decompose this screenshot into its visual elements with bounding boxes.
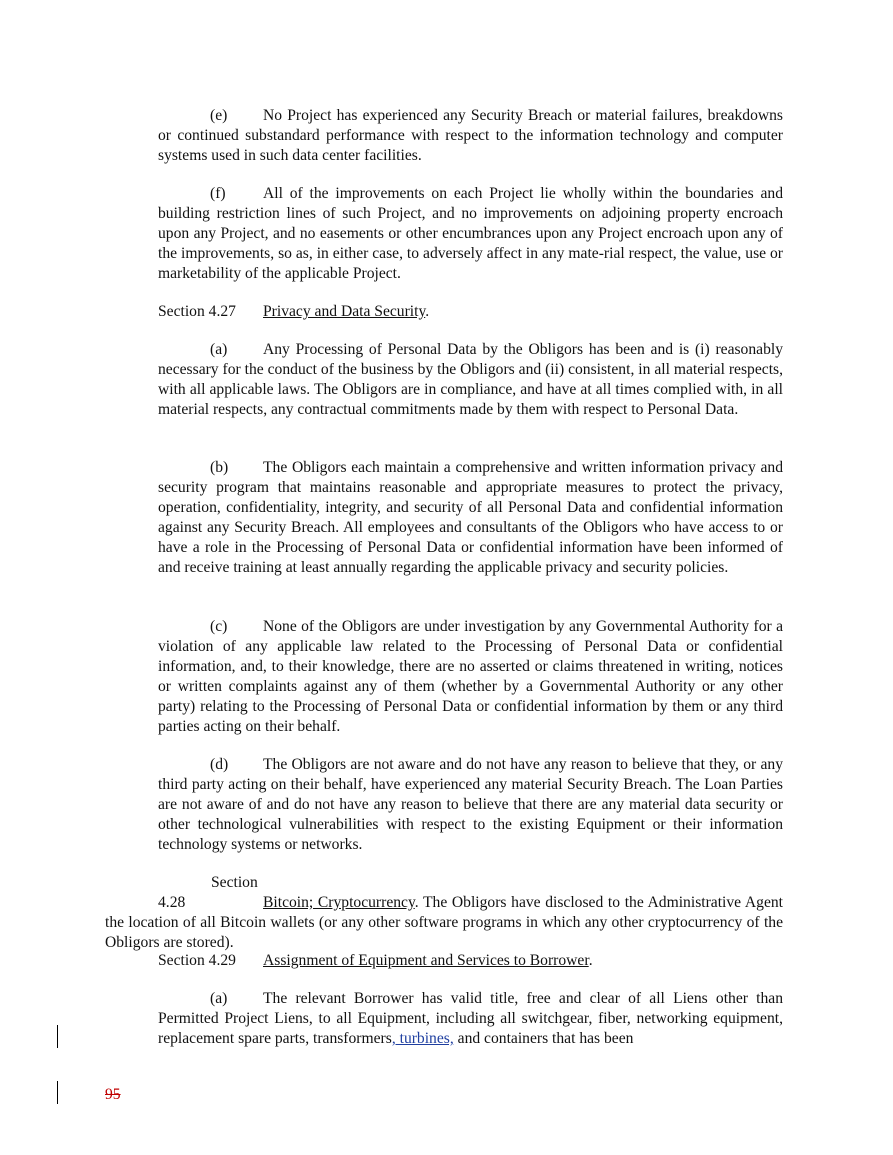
paragraph-text: None of the Obligors are under investigation by any Governmental Authority for a violation of any applicable law related to the Processing of Personal Data or confidential information, and, to their knowledge, there are no asserted or claims threatened in writing, notices or written complaints against any of them (whether by a Governmental Authority or any other party) relating to the Processing of Personal Data or confidential information by them or any third parties acting on their behalf.: [158, 618, 783, 735]
paragraph-4-27-b: [158, 458, 783, 578]
paragraph-f: [158, 184, 783, 284]
paragraph-4-27-c: [158, 617, 783, 737]
section-title: Bitcoin; Cryptocurrency: [263, 894, 415, 911]
paragraph-4-27-a: [158, 340, 783, 420]
change-bar: [57, 1025, 58, 1048]
inserted-text: , turbines,: [391, 1030, 454, 1047]
section-4-28: [105, 873, 783, 953]
paragraph-label: (a): [210, 341, 228, 358]
section-4-29-heading: [158, 951, 783, 971]
paragraph-label: (e): [210, 107, 228, 124]
paragraph-text: The Obligors each maintain a comprehensive and written information privacy and security program that maintains reasonable and appropriate measures to protect the privacy, operation, confidentiality, integrity, and security of all Personal Data and confidential information against any Security Breach. All employees and consultants of the Obligors who have access to or have a role in the Processing of Personal Data or confidential information have been informed of and receive training at least annually regarding the applicable privacy and security policies.: [158, 459, 783, 576]
section-title: Privacy and Data Security: [263, 303, 426, 320]
paragraph-text: No Project has experienced any Security Breach or material failures, breakdowns or continued substandard performance with respect to the information technology and computer systems used in such data center facilities.: [158, 107, 783, 164]
section-title-end: .: [588, 952, 593, 969]
paragraph-text: All of the improvements on each Project lie wholly within the boundaries and building restriction lines of such Project, and no improvements on adjoining property encroach upon any Project, and no easements or other encumbrances upon any Project encroach upon any of the improvements, so as, in either case, to adversely affect in any mate-rial respect, the value, use or marketability of the applicable Project.: [158, 185, 783, 282]
paragraph-text: Any Processing of Personal Data by the Obligors has been and is (i) reasonably necessary for the conduct of the business by the Obligors and (ii) consistent, in all material respects, with all applicable laws. The Obligors are in compliance, and have at all times complied with, in all material respects, any contractual commitments made by them with respect to Personal Data.: [158, 341, 783, 418]
section-number: Section 4.29: [158, 952, 236, 969]
section-title-end: .: [425, 303, 430, 320]
paragraph-text: The Obligors are not aware and do not have any reason to believe that they, or any third party acting on their behalf, have experienced any material Security Breach. The Loan Parties are not aware of and do not have any reason to believe that there are any material data security or other technological vulnerabilities with respect to the existing Equipment or their information technology systems or networks.: [158, 756, 783, 853]
page-number: 95: [105, 1086, 121, 1103]
paragraph-4-27-d: [158, 755, 783, 855]
paragraph-label: (f): [210, 185, 226, 202]
paragraph-label: (c): [210, 618, 228, 635]
paragraph-e: [158, 106, 783, 166]
section-4-27-heading: [158, 302, 783, 322]
paragraph-label: (a): [210, 990, 228, 1007]
section-number: Section 4.28: [158, 874, 258, 911]
section-number: Section 4.27: [158, 303, 236, 320]
paragraph-text: The relevant Borrower has valid title, free and clear of all Liens other than Permitted Project Liens, to all Equipment, including all switchgear, fiber, networking equipment, replacement spare parts, transformers: [158, 990, 783, 1047]
paragraph-label: (b): [210, 459, 229, 476]
paragraph-label: (d): [210, 756, 229, 773]
paragraph-4-29-a: [158, 989, 783, 1049]
change-bar: [57, 1081, 58, 1104]
paragraph-text-continued: and containers that has been: [453, 1030, 634, 1047]
section-title: Assignment of Equipment and Services to Borrower: [263, 952, 589, 969]
section-text: . The Obligors have disclosed to the Administrative Agent the location of all Bitcoin wallets (or any other software programs in which any other cryptocurrency of the Obligors are stored).: [105, 894, 783, 951]
